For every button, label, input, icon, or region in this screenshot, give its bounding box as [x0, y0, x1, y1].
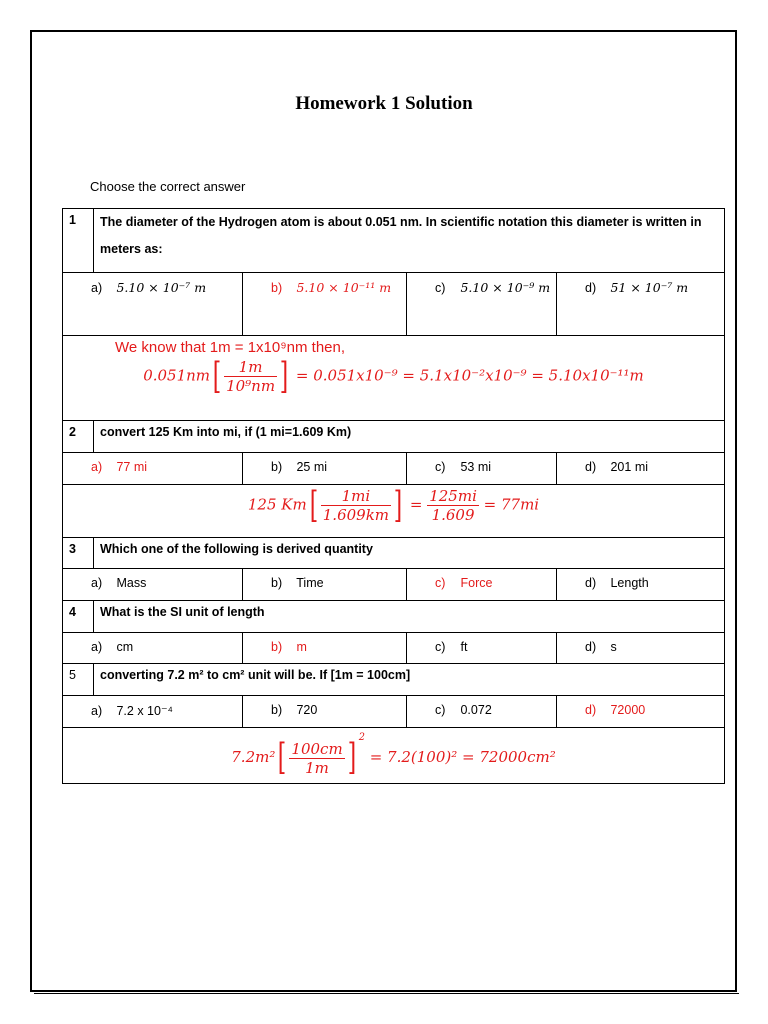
option-d[interactable]: d) 201 mi	[557, 453, 725, 485]
option-c[interactable]: c) 5.10 × 10⁻⁹ m	[407, 273, 557, 336]
option-b-correct[interactable]: b) m	[243, 633, 407, 664]
option-d-correct[interactable]: d) 72000	[557, 696, 725, 728]
option-b[interactable]: b) 25 mi	[243, 453, 407, 485]
option-a[interactable]: a) Mass	[63, 569, 243, 601]
question-number: 5	[63, 664, 94, 696]
option-b-correct[interactable]: b) 5.10 × 10⁻¹¹ m	[243, 273, 407, 336]
question-text: converting 7.2 m² to cm² unit will be. If [1m = 100cm]	[94, 664, 725, 696]
question-text: convert 125 Km into mi, if (1 mi=1.609 Km)	[94, 421, 725, 453]
option-d[interactable]: d) 51 × 10⁻⁷ m	[557, 273, 725, 336]
instruction-text: Choose the correct answer	[90, 179, 246, 194]
option-c-correct[interactable]: c) Force	[407, 569, 557, 601]
solution-equation: 0.051nm[ $\frac{1m}{\text{10⁹nm}}$ ] = 0.051x10⁻⁹ = 5.1x10⁻²x10⁻⁹ = 5.10x10⁻¹¹m	[143, 355, 644, 397]
option-a[interactable]: a) 7.2 x 10⁻⁴	[63, 696, 243, 728]
question-number: 1	[63, 209, 94, 273]
page-title: Homework 1 Solution	[295, 93, 473, 114]
question-text: What is the SI unit of length	[94, 601, 725, 633]
question-number: 3	[63, 538, 94, 569]
questions-table	[62, 208, 725, 784]
option-b[interactable]: b) Time	[243, 569, 407, 601]
question-text: The diameter of the Hydrogen atom is about 0.051 nm. In scientific notation this diameter is written in meters as:	[94, 209, 725, 273]
solution-equation: 125 Km[ $\frac{1mi}{1.609km}$ ] = $\frac{125mi}{1.609}$ = 77mi	[247, 484, 540, 526]
question-number: 2	[63, 421, 94, 453]
solution-5	[63, 728, 725, 784]
question-text: Which one of the following is derived quantity	[94, 538, 725, 569]
solution-equation: 7.2m²[ $\frac{100cm}{1m}$ ] $^2$ = 7.2(100)² = 72000cm²	[231, 732, 556, 778]
question-number: 4	[63, 601, 94, 633]
option-c[interactable]: c) 53 mi	[407, 453, 557, 485]
option-a-correct[interactable]: a) 77 mi	[63, 453, 243, 485]
option-d[interactable]: d) s	[557, 633, 725, 664]
option-a[interactable]: a) 5.10 × 10⁻⁷ m	[63, 273, 243, 336]
option-d[interactable]: d) Length	[557, 569, 725, 601]
option-c[interactable]: c) 0.072	[407, 696, 557, 728]
solution-intro: We know that 1m = 1x10⁹nm then,	[115, 339, 346, 356]
solution-2	[63, 485, 725, 538]
option-b[interactable]: b) 720	[243, 696, 407, 728]
solution-1	[63, 336, 725, 421]
option-c[interactable]: c) ft	[407, 633, 557, 664]
option-a[interactable]: a) cm	[63, 633, 243, 664]
